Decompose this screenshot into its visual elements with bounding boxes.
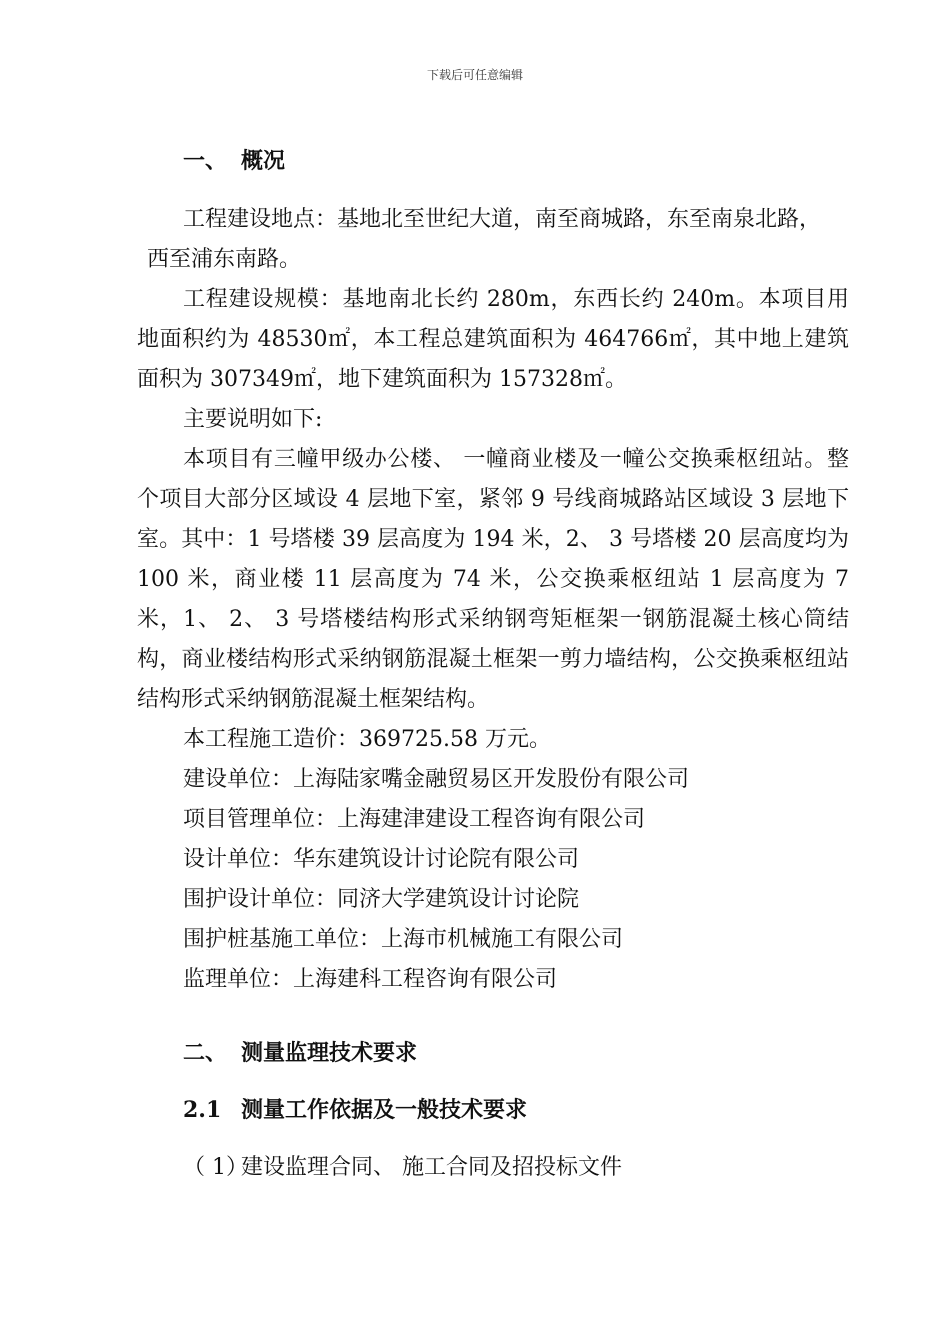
subsection-title: 测量工作依据及一般技术要求 [241,1096,528,1123]
intro-line: 主要说明如下: [183,407,323,433]
section-heading-overview [137,148,849,174]
cost-line: 本工程施工造价：369725.58 万元。 [183,727,551,753]
section-heading-survey [137,1040,849,1066]
subsection-number: 2.1 [183,1096,222,1123]
list-item-marker: （ 1） [183,1155,248,1181]
unit-line-project-management: 项目管理单位：上海建津建设工程咨询有限公司 [183,807,646,833]
section-number: 二、 [183,1040,228,1067]
page-header-note: 下载后可任意编辑 [426,68,523,82]
unit-line-pile-construction: 围护桩基施工单位：上海市机械施工有限公司 [183,927,624,953]
location-paragraph-line1: 工程建设地点：基地北至世纪大道，南至商城路，东至南泉北路， [183,207,822,233]
unit-line-retaining-design: 围护设计单位：同济大学建筑设计讨论院 [183,887,580,913]
location-paragraph-line2: 西至浦东南路。 [147,247,302,273]
scale-paragraph: 工程建设规模：基地南北长约 280m，东西长约 240m。本项目用地面积约为 48530㎡，本工程总建筑面积为 464766㎡，其中地上建筑面积为 307349㎡，地下建筑面积为 157328㎡。 [137,287,849,393]
section-number: 一、 [183,148,228,174]
list-item-text: 建设监理合同、 施工合同及招投标文件 [241,1155,622,1181]
subsection-heading [137,1097,849,1123]
description-paragraph: 本项目有三幢甲级办公楼、 一幢商业楼及一幢公交换乘枢纽站。整个项目大部分区域设 4 层地下室，紧邻 9 号线商城路站区域设 3 层地下室。其中：1 号塔楼 39 层高度为 194 米，2、 3 号塔楼 20 层高度均为 100 米，商业楼 11 层高度为 74 米，公交换乘枢纽站 1 层高度为 7 米，1、 2、 3 号塔楼结构形式采纳钢弯矩框架一钢筋混凝土核心筒结构，商业楼结构形式采纳钢筋混凝土框架一剪力墙结构，公交换乘枢纽站结构形式采纳钢筋混凝土框架结构。 [137,447,849,713]
list-item [137,1155,849,1181]
section-title: 测量监理技术要求 [241,1040,418,1067]
document-body [137,140,849,1182]
section-title: 概况 [241,148,286,174]
unit-line-supervision: 监理单位：上海建科工程咨询有限公司 [183,967,558,993]
unit-line-design: 设计单位：华东建筑设计讨论院有限公司 [183,847,580,873]
unit-line-owner: 建设单位：上海陆家嘴金融贸易区开发股份有限公司 [183,767,690,793]
